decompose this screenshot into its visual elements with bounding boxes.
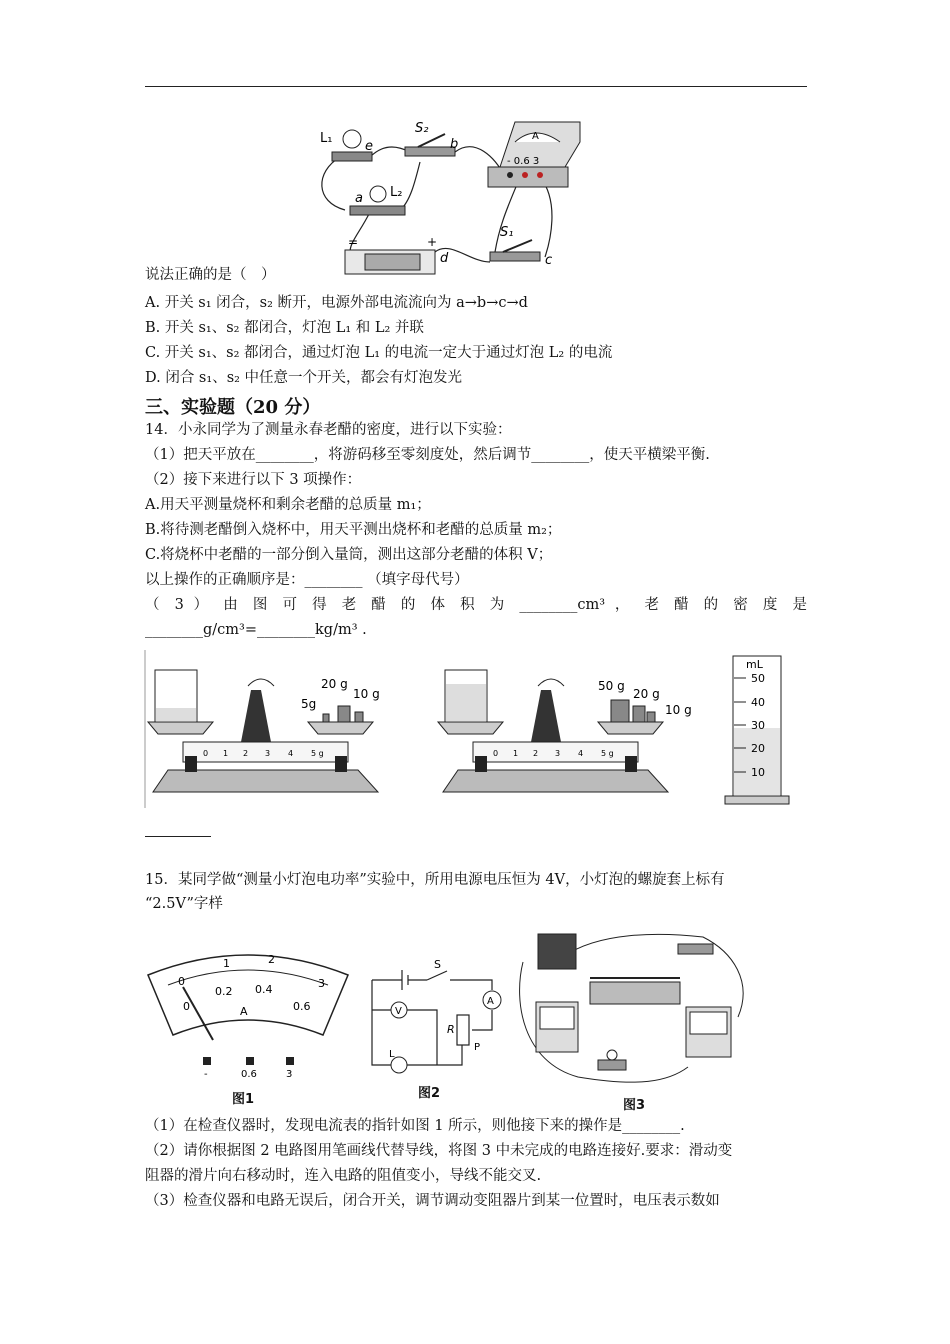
svg-text:20 g: 20 g xyxy=(633,687,660,701)
svg-text:1: 1 xyxy=(223,749,229,758)
rheostat xyxy=(590,982,680,1004)
svg-text:1: 1 xyxy=(513,749,519,758)
battery-box xyxy=(538,934,576,969)
balance-1 xyxy=(148,670,380,792)
label-b: b xyxy=(450,137,459,152)
q15-fig1-ammeter-dial xyxy=(143,945,353,1080)
q15-part3: （3）检查仪器和电路无误后，闭合开关，调节调动变阻器片到某一位置时，电压表示数如 xyxy=(145,1193,720,1209)
svg-text:2: 2 xyxy=(243,749,249,758)
q14-part3-line2: ________g/cm³=________kg/m³ . xyxy=(145,622,367,638)
l1-label: L₁ xyxy=(320,131,333,146)
q14-op-b: B.将待测老醋倒入烧杯中，用天平测出烧杯和老醋的总质量 m₂； xyxy=(145,522,562,538)
fig1-caption: 图1 xyxy=(232,1092,255,1107)
q15-stem-line2: “2.5V”字样 xyxy=(145,896,223,912)
s2-base xyxy=(405,147,455,156)
q15-fig3-apparatus xyxy=(518,922,748,1087)
svg-text:3: 3 xyxy=(555,749,561,758)
svg-text:2: 2 xyxy=(268,953,275,966)
svg-text:+: + xyxy=(427,235,438,249)
q14-op-a: A.用天平测量烧杯和剩余老醋的总质量 m₁； xyxy=(145,497,431,513)
svg-text:0: 0 xyxy=(178,975,185,988)
svg-text:3: 3 xyxy=(286,1069,293,1080)
q15-part1: （1）在检查仪器时，发现电流表的指针如图 1 所示，则他接下来的操作是________. xyxy=(145,1118,685,1134)
ammeter-a-label: A xyxy=(532,131,539,142)
svg-text:R: R xyxy=(447,1023,455,1036)
q13-option-d: D. 闭合 s₁、s₂ 中任意一个开关，都会有灯泡发光 xyxy=(145,370,463,386)
q14-order: 以上操作的正确顺序是：________ （填字母代号） xyxy=(145,572,469,588)
q15-stem-line1: 15．某同学做“测量小灯泡电功率”实验中，所用电源电压恒为 4V，小灯泡的螺旋套上标有 xyxy=(145,872,725,888)
bulb-holder xyxy=(598,1060,626,1070)
svg-text:0.6: 0.6 xyxy=(293,1000,311,1013)
svg-text:S: S xyxy=(434,958,441,971)
l1-bulb xyxy=(343,130,361,148)
svg-text:3: 3 xyxy=(318,977,325,990)
svg-text:0: 0 xyxy=(493,749,499,758)
q14-balances-figure xyxy=(143,650,808,810)
q15-part2-line2: 阻器的滑片向右移动时，连入电路的阻值变小，导线不能交叉. xyxy=(145,1168,542,1184)
svg-text:10: 10 xyxy=(751,766,765,779)
svg-text:V: V xyxy=(395,1006,402,1017)
switch xyxy=(678,944,713,954)
svg-text:3: 3 xyxy=(265,749,271,758)
q13-circuit-figure xyxy=(310,112,600,282)
svg-text:A: A xyxy=(487,996,494,1007)
svg-text:L: L xyxy=(389,1049,395,1060)
svg-text:50 g: 50 g xyxy=(598,679,625,693)
svg-text:2: 2 xyxy=(533,749,539,758)
q14-stem: 14．小永同学为了测量永春老醋的密度，进行以下实验： xyxy=(145,422,512,438)
q14-op-c: C.将烧杯中老醋的一部分倒入量筒，测出这部分老醋的体积 V； xyxy=(145,547,553,563)
svg-text:0: 0 xyxy=(203,749,209,758)
svg-text:20 g: 20 g xyxy=(321,677,348,691)
s1-base xyxy=(490,252,540,261)
svg-text:4: 4 xyxy=(288,749,294,758)
q14-part2: （2）接下来进行以下 3 项操作： xyxy=(145,472,362,488)
label-d: d xyxy=(440,251,449,266)
svg-text:0.6: 0.6 xyxy=(241,1069,257,1080)
fig3-caption: 图3 xyxy=(623,1098,646,1113)
label-c: c xyxy=(545,253,553,268)
svg-text:5 g: 5 g xyxy=(311,749,324,758)
s1-label: S₁ xyxy=(500,225,514,240)
svg-text:0.4: 0.4 xyxy=(255,983,273,996)
svg-text:40: 40 xyxy=(751,696,765,709)
svg-text:A: A xyxy=(240,1005,248,1018)
svg-text:P: P xyxy=(474,1042,481,1053)
svg-text:50: 50 xyxy=(751,672,765,685)
svg-text:5g: 5g xyxy=(301,697,317,711)
svg-text:0.2: 0.2 xyxy=(215,985,233,998)
svg-text:mL: mL xyxy=(746,658,763,671)
header-rule xyxy=(145,86,807,87)
l2-base xyxy=(350,206,405,215)
svg-text:30: 30 xyxy=(751,719,765,732)
balance-2 xyxy=(438,670,692,792)
s2-label: S₂ xyxy=(415,121,429,136)
q14-part3-line1: （ 3 ） 由 图 可 得 老 醋 的 体 积 为 ________cm³ ， 老 醋 的 密 度 是 xyxy=(145,597,807,613)
svg-text:10 g: 10 g xyxy=(665,703,692,717)
svg-text:5 g: 5 g xyxy=(601,749,614,758)
l2-label: L₂ xyxy=(390,185,403,200)
q13-option-b: B. 开关 s₁、s₂ 都闭合，灯泡 L₁ 和 L₂ 并联 xyxy=(145,320,424,336)
ammeter-terminals: - 0.6 3 xyxy=(507,156,540,167)
svg-text:0: 0 xyxy=(183,1000,190,1013)
graduated-cylinder xyxy=(725,656,789,804)
label-a: a xyxy=(355,191,363,206)
q14-part1: （1）把天平放在________，将游码移至零刻度处，然后调节________，使天平横梁平衡. xyxy=(145,447,710,463)
q13-stem-tail: 说法正确的是（ ） xyxy=(145,267,276,283)
svg-text:10 g: 10 g xyxy=(353,687,380,701)
svg-text:-: - xyxy=(204,1069,208,1080)
section-3-title: 三、实验题（20 分） xyxy=(145,397,321,418)
svg-text:4: 4 xyxy=(578,749,584,758)
svg-text:=: = xyxy=(348,235,359,249)
label-e: e xyxy=(365,139,373,154)
fig2-caption: 图2 xyxy=(418,1086,441,1101)
answer-blank-line xyxy=(145,836,211,837)
q15-fig2-circuit-diagram xyxy=(362,955,512,1080)
l2-bulb xyxy=(370,186,386,202)
svg-text:1: 1 xyxy=(223,957,230,970)
q13-option-a: A. 开关 s₁ 闭合，s₂ 断开，电源外部电流流向为 a→b→c→d xyxy=(145,295,528,311)
svg-text:20: 20 xyxy=(751,742,765,755)
q15-part2-line1: （2）请你根据图 2 电路图用笔画线代替导线，将图 3 中未完成的电路连接好.要求：滑动变 xyxy=(145,1143,733,1159)
q13-option-c: C. 开关 s₁、s₂ 都闭合，通过灯泡 L₁ 的电流一定大于通过灯泡 L₂ 的电流 xyxy=(145,345,613,361)
